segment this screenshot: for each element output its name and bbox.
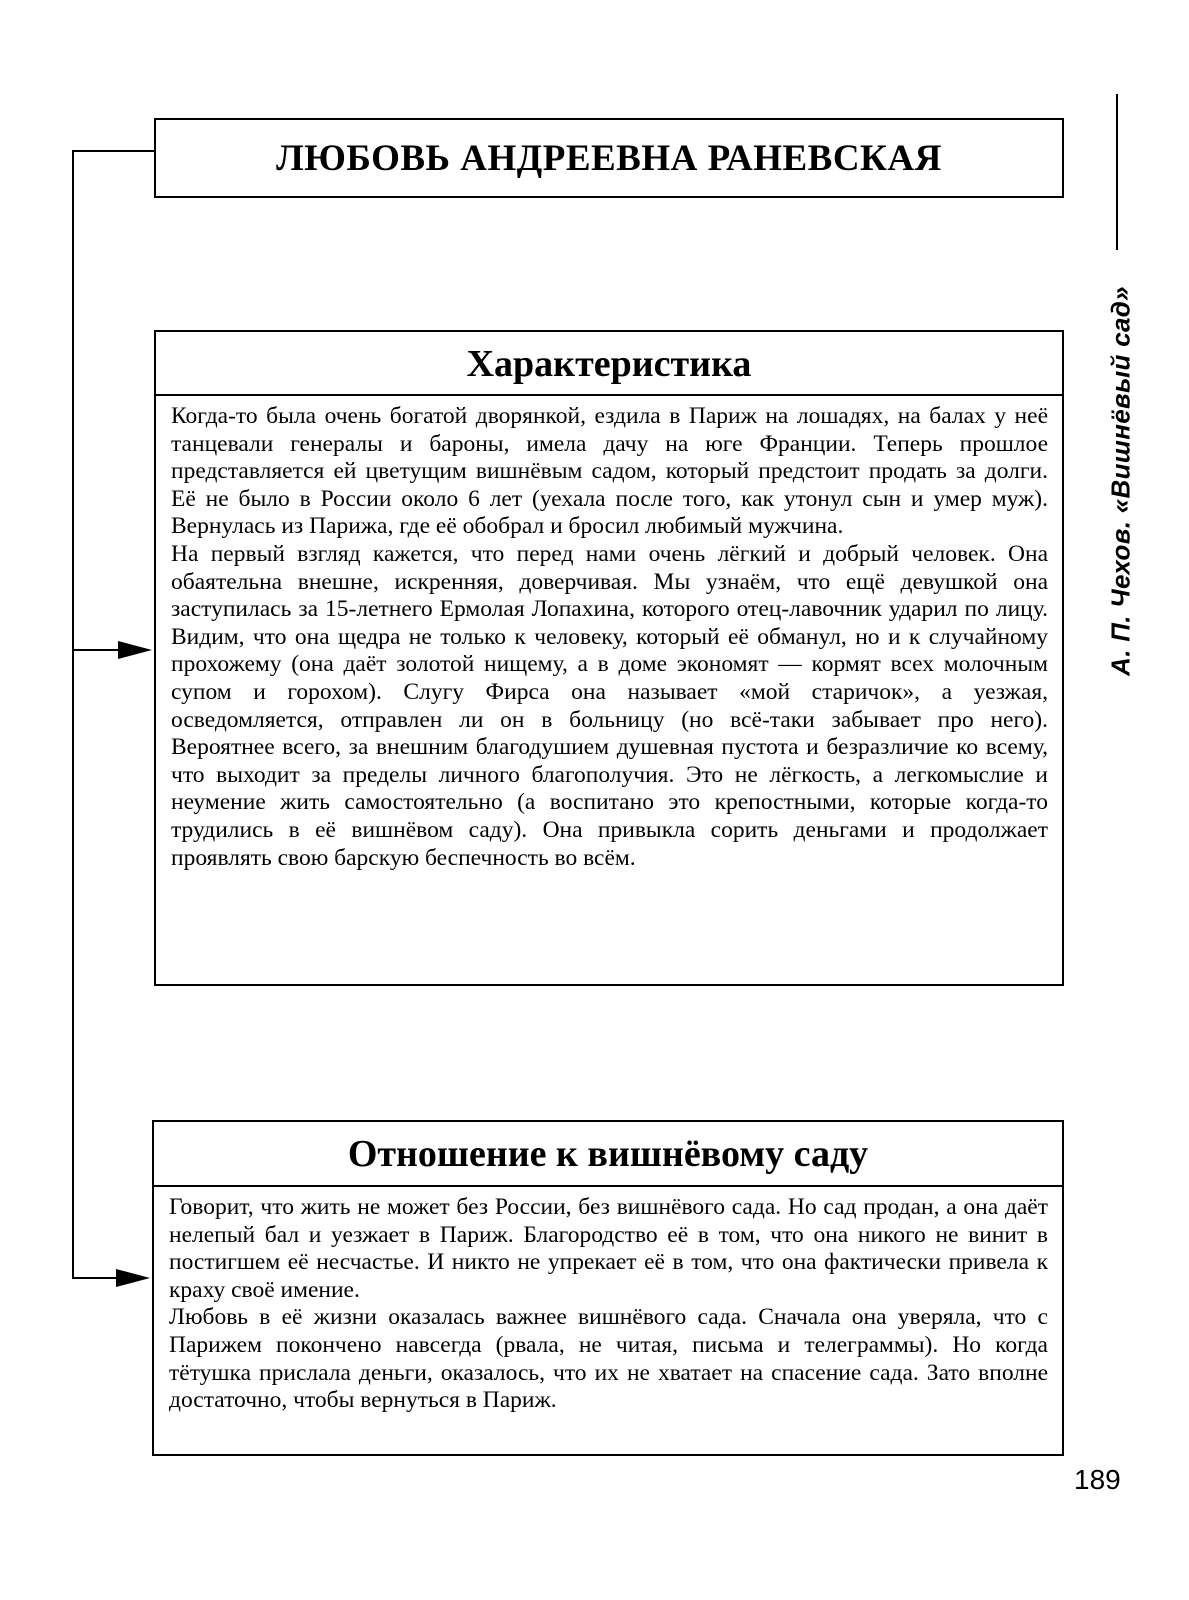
arrow-head-characteristic [118, 641, 152, 659]
garden-attitude-box [152, 1120, 1064, 1456]
garden-attitude-paragraph: Любовь в её жизни оказалась важнее вишнёвого сада. Сначала она уверяла, что с Парижем покончено навсегда (рвала, не читая, письма и телеграммы). Но когда тётушка прислала деньги, оказалось, что их не хватает на спасение сада. Зато вполне достаточно, чтобы вернуться в Париж. [169, 1304, 1048, 1414]
book-title-vertical: А. П. Чехов. «Вишнёвый сад» [1105, 286, 1136, 676]
side-rule [1116, 94, 1118, 250]
arrow-head-garden [116, 1269, 150, 1287]
garden-attitude-text [154, 1187, 1062, 1415]
character-name-box [154, 118, 1064, 198]
garden-attitude-heading: Отношение к вишнёвому саду [154, 1122, 1062, 1187]
characteristic-heading: Характеристика [156, 332, 1062, 396]
page-number: 189 [1074, 1464, 1121, 1495]
characteristic-text [156, 396, 1062, 872]
characteristic-paragraph: На первый взгляд кажется, что перед нами очень лёгкий и добрый человек. Она обаятельна внешне, искренняя, доверчивая. Мы узнаём, что ещё девушкой она заступилась за 15-летнего Ермолая Лопахина, которого отец-лавочник ударил по лицу. Видим, что она щедра не только к человеку, который её обманул, но и к случайному прохожему (она даёт золотой нищему, а в доме экономят — кормят всех молочным супом и горохом). Слугу Фирса она называет «мой старичок», а уезжая, осведомляется, отправлен ли он в больницу (но всё-таки забывает про него). Вероятнее всего, за внешним благодушием душевная пустота и безразличие ко всему, что выходит за пределы личного благополучия. Это не лёгкость, а легкомыслие и неумение жить самостоятельно (а воспитано это крепостными, которые когда-то трудились в её вишнёвом саду). Она привыкла сорить деньгами и продолжает проявлять свою барскую беспечность во всём. [171, 540, 1048, 871]
characteristic-paragraph: Когда-то была очень богатой дворянкой, ездила в Париж на лошадях, на балах у неё танцевали генералы и бароны, имела дачу на юге Франции. Теперь прошлое представляется ей цветущим вишнёвым садом, который предстоит продать за долги. Её не было в России около 6 лет (уехала после того, как утонул сын и умер муж). Вернулась из Парижа, где её обобрал и бросил любимый мужчина. [171, 403, 1048, 540]
character-name-title: ЛЮБОВЬ АНДРЕЕВНА РАНЕВСКАЯ [276, 137, 942, 179]
characteristic-box [154, 330, 1064, 986]
garden-attitude-paragraph: Говорит, что жить не может без России, без вишнёвого сада. Но сад продан, а она даёт нелепый бал и уезжает в Париж. Благородство её в том, что она никого не винит в постигшем её несчастье. И никто не упрекает её в том, что она фактически привела к краху своё имение. [169, 1194, 1048, 1303]
